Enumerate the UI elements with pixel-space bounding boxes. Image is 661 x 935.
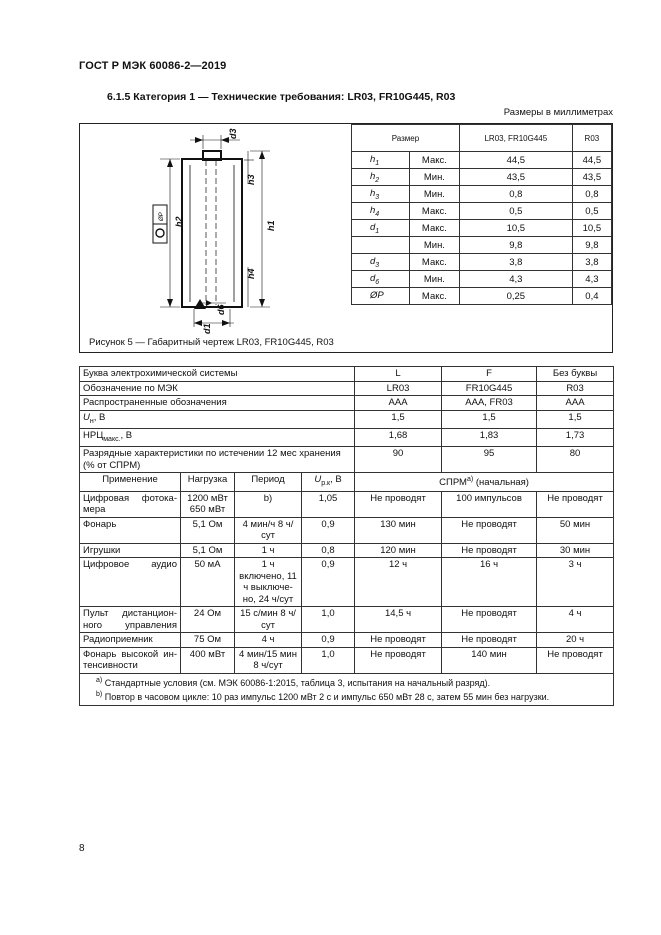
h1-label: h1 [266,220,276,231]
footnote-b: $^{b)}$ Повтор в часовом цикле: 10 раз импульс 1200 мВт 2 с и импульс 650 мВт 28 с, затем 55 мин без нагрузки. [96,691,550,703]
table-row [352,220,612,237]
app-spm-F: 16 ч [442,558,537,607]
app-spm-L: 12 ч [355,558,442,607]
app-spm-L: Не проводят [355,647,442,673]
app-period: 15 с/мин 8 ч/сут [235,607,302,633]
app-voltage: 0,8 [302,543,355,558]
app-spm-F: Не проводят [442,543,537,558]
app-spm-F: 100 импульсов [442,491,537,517]
value-L: LR03 [355,381,442,396]
value-F: 1,5 [442,410,537,428]
dim-kind: Макс. [409,203,459,220]
dim-symbol: $d_6$ [352,271,410,288]
app-voltage: 1,05 [302,491,355,517]
col-header-size: Размер [352,125,460,152]
value-none: 80 [537,447,614,473]
units-note: Размеры в миллиметрах [503,107,613,118]
d3-label: d3 [228,128,238,139]
table-row [352,254,612,271]
period-header: Период [235,473,302,491]
table-row [80,647,614,673]
table-row [80,447,614,473]
app-voltage: 0,9 [302,558,355,607]
app-load: 1200 мВт 650 мВт [181,491,235,517]
app-spm-none: 30 мин [537,543,614,558]
value-F: F [442,367,537,382]
app-load: 50 мА [181,558,235,607]
app-name: Фонарь высокой ин-тенсивности [80,647,181,673]
dim-kind: Мин. [409,271,459,288]
battery-body-outline [182,159,242,307]
app-spm-L: Не проводят [355,491,442,517]
value-none: AAA [537,396,614,411]
app-name: Цифровое аудио [80,558,181,607]
h2-label: h2 [174,216,184,227]
dim-symbol [352,237,410,254]
app-header: Применение [80,473,181,491]
d1-label: d1 [202,323,212,334]
dim-value-lr03: 43,5 [459,169,572,186]
value-F: AAA, FR03 [442,396,537,411]
row-label: Обозначение по МЭК [80,381,355,396]
value-none: 1,5 [537,410,614,428]
dim-symbol: $h_2$ [352,169,410,186]
app-load: 5,1 Ом [181,517,235,543]
app-name: Радиоприемник [80,633,181,648]
table-row [80,428,614,446]
dim-value-r03: 9,8 [572,237,611,254]
app-voltage: 1,0 [302,607,355,633]
load-header: Нагрузка [181,473,235,491]
dim-value-r03: 0,4 [572,288,611,305]
dim-symbol: $d_3$ [352,254,410,271]
col-header-r03: R03 [572,125,611,152]
dimensions-table [351,124,612,305]
p-label: ØP [159,212,165,221]
dim-value-lr03: 44,5 [459,152,572,169]
app-spm-none: 3 ч [537,558,614,607]
app-spm-none: Не проводят [537,647,614,673]
app-load: 400 мВт [181,647,235,673]
table-row [352,288,612,305]
app-period: 1 ч [235,543,302,558]
app-spm-none: 4 ч [537,607,614,633]
app-spm-L: Не проводят [355,633,442,648]
dim-value-lr03: 9,8 [459,237,572,254]
dim-value-r03: 44,5 [572,152,611,169]
battery-drawing [150,127,350,335]
dim-kind: Макс. [409,152,459,169]
app-load: 75 Ом [181,633,235,648]
dim-value-r03: 0,5 [572,203,611,220]
value-L: 1,5 [355,410,442,428]
table-row [80,473,614,491]
app-spm-F: Не проводят [442,517,537,543]
table-row [80,410,614,428]
app-name: Пульт дистанцион-ного управления [80,607,181,633]
table-row [80,558,614,607]
dim-value-r03: 43,5 [572,169,611,186]
dim-symbol: ØP [352,288,410,305]
datum-triangle-icon [194,299,206,309]
dim-value-lr03: 0,25 [459,288,572,305]
value-none: Без буквы [537,367,614,382]
table-row [80,491,614,517]
table-row [80,543,614,558]
app-spm-F: Не проводят [442,633,537,648]
dim-symbol: $h_1$ [352,152,410,169]
app-voltage: 0,9 [302,633,355,648]
dim-symbol: $h_3$ [352,186,410,203]
figure-caption: Рисунок 5 — Габаритный чертеж LR03, FR10G445, R03 [89,337,334,348]
table-row [80,367,614,382]
value-none: 1,73 [537,428,614,446]
app-spm-F: 140 мин [442,647,537,673]
dim-value-lr03: 10,5 [459,220,572,237]
app-period: 4 ч [235,633,302,648]
document-id: ГОСТ Р МЭК 60086-2—2019 [79,60,227,72]
characteristics-table [79,366,614,706]
section-title: 6.1.5 Категория 1 — Технические требования: LR03, FR10G445, R03 [107,91,456,103]
table-row [352,186,612,203]
h3-label: h3 [246,174,256,185]
dim-value-r03: 4,3 [572,271,611,288]
dim-value-lr03: 3,8 [459,254,572,271]
dim-kind: Макс. [409,288,459,305]
app-period: 1 ч включено, 11 ч выключе-но, 24 ч/сут [235,558,302,607]
row-label: Разрядные характеристики по истечении 12 мес хранения (% от СПРМ) [80,447,355,473]
app-spm-L: 14,5 ч [355,607,442,633]
col-header-lr03: LR03, FR10G445 [459,125,572,152]
dim-symbol: $h_4$ [352,203,410,220]
app-period: 4 мин/15 мин 8 ч/сут [235,647,302,673]
dim-kind: Мин. [409,169,459,186]
value-F: 1,83 [442,428,537,446]
row-label: $U_н$, В [80,410,355,428]
h4-label: h4 [246,268,256,279]
dim-value-lr03: 0,8 [459,186,572,203]
dim-kind: Мин. [409,186,459,203]
app-name: Цифровая фотока-мера [80,491,181,517]
app-name: Фонарь [80,517,181,543]
dim-value-lr03: 0,5 [459,203,572,220]
app-spm-L: 130 мин [355,517,442,543]
value-L: 90 [355,447,442,473]
app-spm-L: 120 мин [355,543,442,558]
row-label: Буква электрохимической системы [80,367,355,382]
app-voltage: 0,9 [302,517,355,543]
table-row [80,517,614,543]
table-row [80,607,614,633]
dim-value-lr03: 4,3 [459,271,572,288]
app-period: 4 мин/ч 8 ч/сут [235,517,302,543]
row-label: Распространенные обозначения [80,396,355,411]
d6-label: d6 [216,304,226,315]
dim-kind: Мин. [409,237,459,254]
app-name: Игрушки [80,543,181,558]
dim-value-r03: 0,8 [572,186,611,203]
table-row [352,237,612,254]
dim-symbol: $d_1$ [352,220,410,237]
app-spm-F: Не проводят [442,607,537,633]
table-row [80,381,614,396]
table-row [352,271,612,288]
dim-value-r03: 10,5 [572,220,611,237]
spm-header: СПРМ$^{a)}$ (начальная) [355,473,614,491]
value-L: 1,68 [355,428,442,446]
dim-kind: Макс. [409,254,459,271]
value-L: L [355,367,442,382]
table-row [352,203,612,220]
app-load: 5,1 Ом [181,543,235,558]
app-period: b) [235,491,302,517]
table-row [80,396,614,411]
table-row [80,633,614,648]
value-F: FR10G445 [442,381,537,396]
dim-kind: Макс. [409,220,459,237]
table-row [352,169,612,186]
app-voltage: 1,0 [302,647,355,673]
value-F: 95 [442,447,537,473]
app-load: 24 Ом [181,607,235,633]
dim-value-r03: 3,8 [572,254,611,271]
table-row [352,125,612,152]
value-L: AAA [355,396,442,411]
row-label: $НРЦ_{макс.}$, В [80,428,355,446]
app-spm-none: 20 ч [537,633,614,648]
value-none: R03 [537,381,614,396]
footnote-a: $^{a)}$ Стандартные условия (см. МЭК 60086-1:2015, таблица 3, испытания на начальный разряд). [96,676,491,688]
table-row [352,152,612,169]
page-number: 8 [79,843,85,854]
u-header: $U_{р.к}$, В [302,473,355,491]
app-spm-none: Не проводят [537,491,614,517]
app-spm-none: 50 мин [537,517,614,543]
footnotes [80,673,614,705]
table-row [80,673,614,705]
